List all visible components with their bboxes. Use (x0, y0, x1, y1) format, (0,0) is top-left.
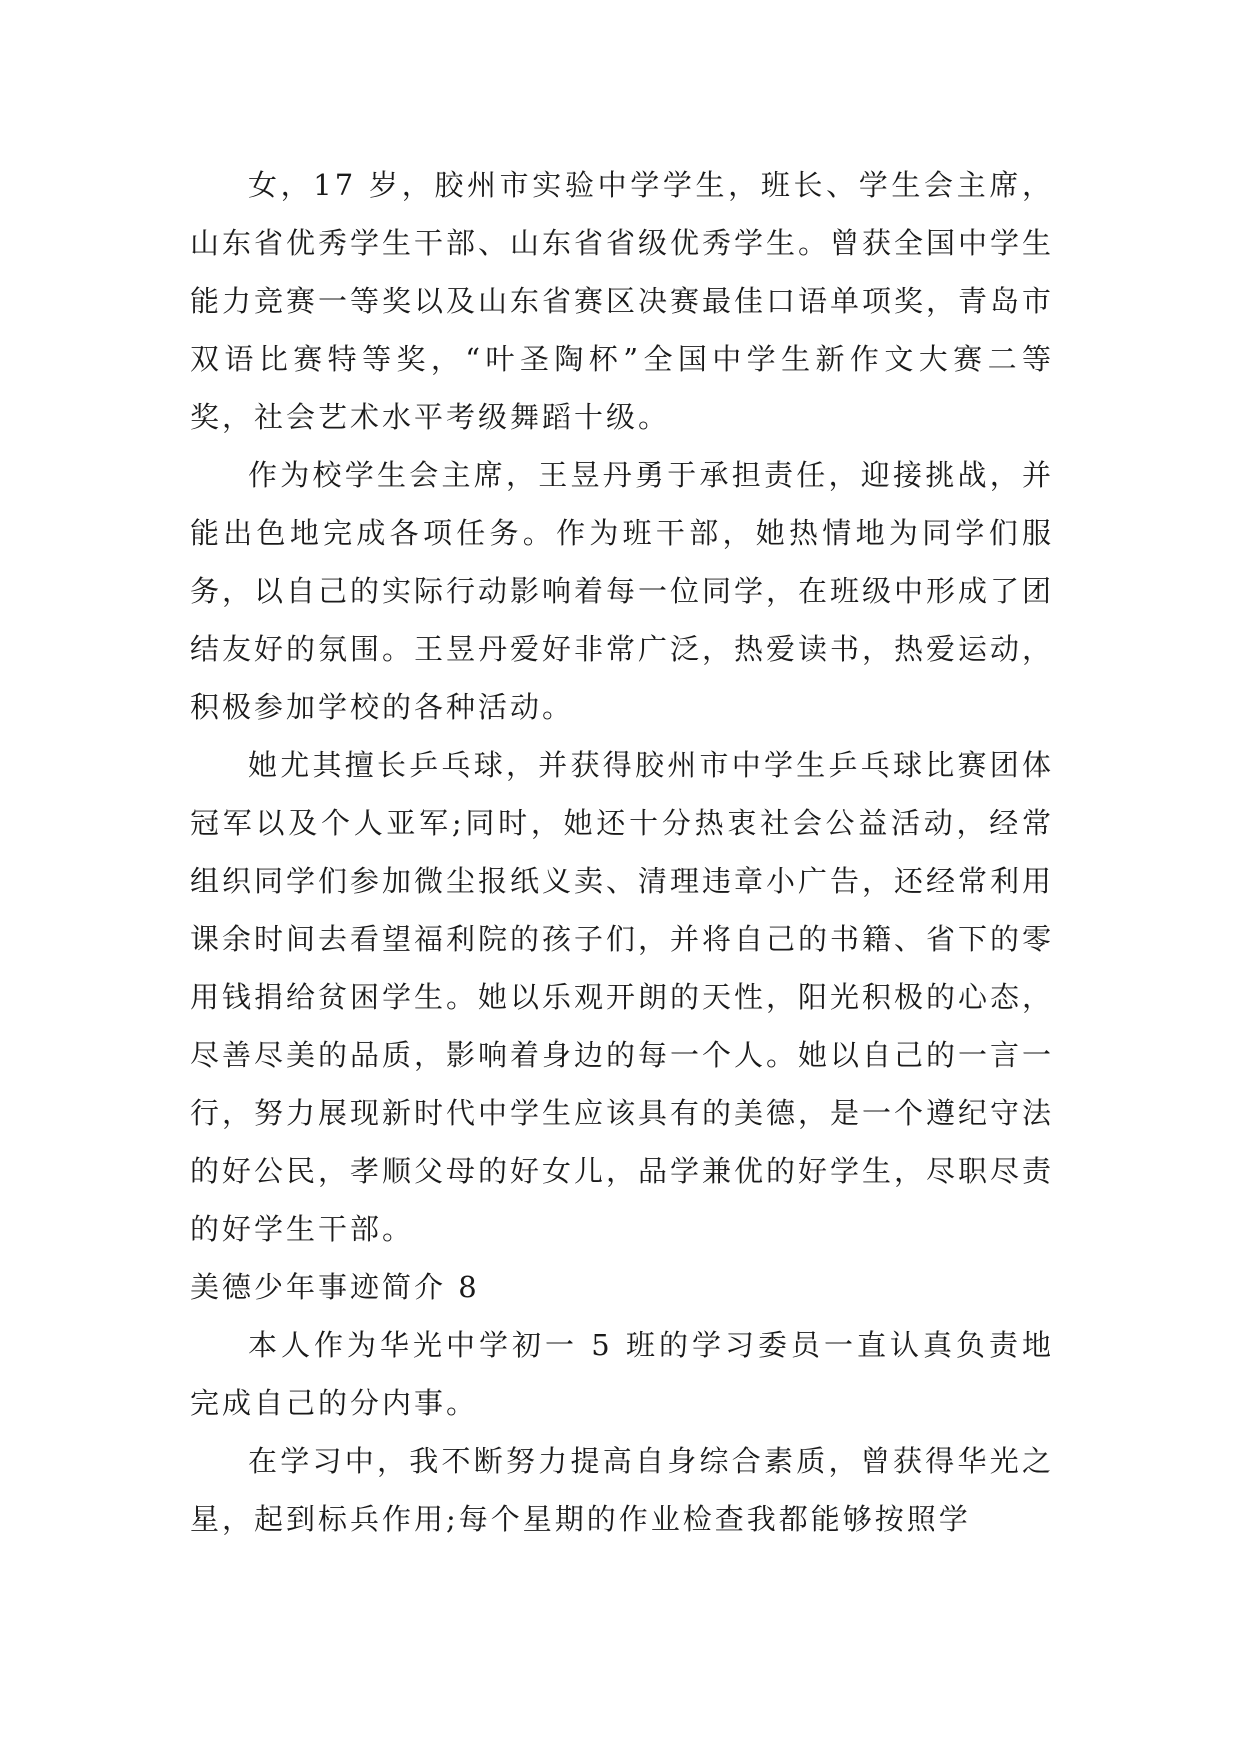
paragraph-study-committee: 本人作为华光中学初一 5 班的学习委员一直认真负责地完成自己的分内事。 (190, 1328, 1054, 1420)
paragraph-study: 在学习中，我不断努力提高自身综合素质，曾获得华光之星，起到标兵作用;每个星期的作业检查我都能够按照学 (190, 1444, 1054, 1536)
section-heading: 美德少年事迹简介 8 (190, 1270, 480, 1304)
paragraph-profile: 女，17 岁，胶州市实验中学学生，班长、学生会主席，山东省优秀学生干部、山东省省级优秀学生。曾获全国中学生能力竞赛一等奖以及山东省赛区决赛最佳口语单项奖，青岛市双语比赛特等奖，“叶圣陶杯”全国中学生新作文大赛二等奖，社会艺术水平考级舞蹈十级。 (190, 168, 1055, 434)
document-body (190, 156, 1054, 1548)
paragraph-leadership: 作为校学生会主席，王昱丹勇于承担责任，迎接挑战，并能出色地完成各项任务。作为班干部，她热情地为同学们服务，以自己的实际行动影响着每一位同学，在班级中形成了团结友好的氛围。王昱丹爱好非常广泛，热爱读书，热爱运动，积极参加学校的各种活动。 (190, 458, 1055, 724)
paragraph-activities: 她尤其擅长乒乓球，并获得胶州市中学生乒乓球比赛团体冠军以及个人亚军;同时，她还十分热衷社会公益活动，经常组织同学们参加微尘报纸义卖、清理违章小广告，还经常利用课余时间去看望福利院的孩子们，并将自己的书籍、省下的零用钱捐给贫困学生。她以乐观开朗的天性，阳光积极的心态，尽善尽美的品质，影响着身边的每一个人。她以自己的一言一行，努力展现新时代中学生应该具有的美德，是一个遵纪守法的好公民，孝顺父母的好女儿，品学兼优的好学生，尽职尽责的好学生干部。 (190, 748, 1055, 1246)
